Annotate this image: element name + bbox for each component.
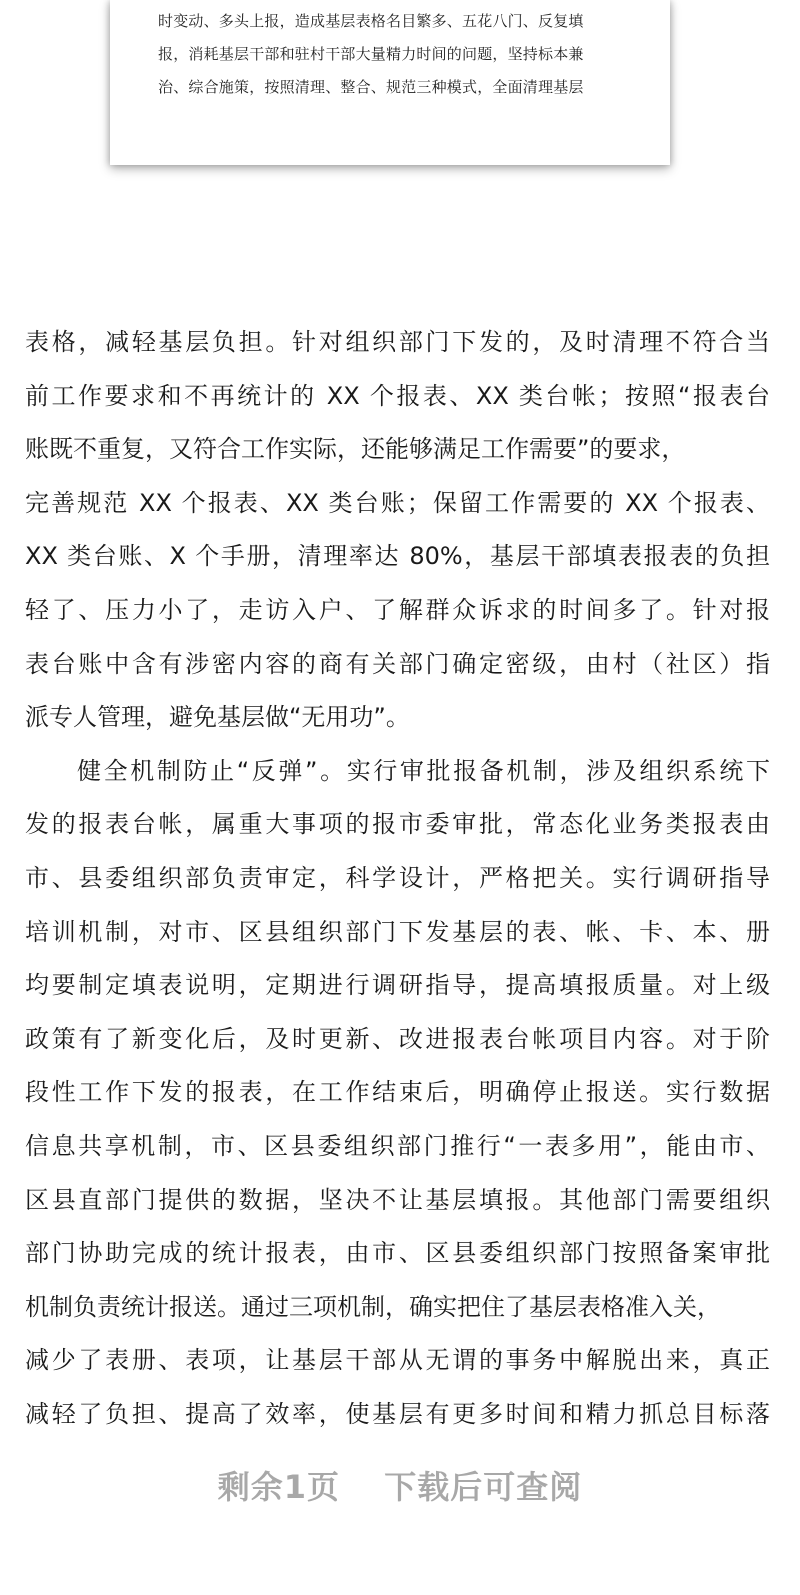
body-line: 减轻了负担、提高了效率，使基层有更多时间和精力抓总目标落 bbox=[25, 1399, 770, 1428]
body-line: 政策有了新变化后，及时更新、改进报表台帐项目内容。对于阶 bbox=[25, 1024, 770, 1053]
body-line: 派专人管理，避免基层做“无用功”。 bbox=[25, 703, 410, 732]
remaining-pages-count: 剩余1页 bbox=[217, 1468, 341, 1506]
body-line: 区县直部门提供的数据，坚决不让基层填报。其他部门需要组织 bbox=[25, 1185, 770, 1214]
previous-page-text bbox=[158, 5, 648, 104]
body-line: 减少了表册、表项，让基层干部从无谓的事务中解脱出来，真正 bbox=[25, 1346, 770, 1375]
body-line: 培训机制，对市、区县组织部门下发基层的表、帐、卡、本、册 bbox=[25, 917, 770, 946]
body-line: 完善规范 XX 个报表、XX 类台账；保留工作需要的 XX 个报表、 bbox=[25, 488, 770, 517]
previous-page-line: 时变动、多头上报，造成基层表格名目繁多、五花八门、反复填 bbox=[158, 12, 584, 30]
body-line: 轻了、压力小了，走访入户、了解群众诉求的时间多了。针对报 bbox=[25, 595, 770, 624]
previous-page-card bbox=[110, 0, 670, 165]
body-line: 表格，减轻基层负担。针对组织部门下发的，及时清理不符合当 bbox=[25, 328, 770, 356]
body-line: 表台账中含有涉密内容的商有关部门确定密级，由村（社区）指 bbox=[25, 649, 770, 678]
body-line: 市、县委组织部负责审定，科学设计，严格把关。实行调研指导 bbox=[25, 863, 770, 892]
body-line: 信息共享机制，市、区县委组织部门推行“一表多用”，能由市、 bbox=[25, 1131, 770, 1160]
body-line: 前工作要求和不再统计的 XX 个报表、XX 类台帐；按照“报表台 bbox=[25, 381, 770, 410]
body-line: 部门协助完成的统计报表，由市、区县委组织部门按照备案审批 bbox=[25, 1239, 770, 1268]
body-line: 段性工作下发的报表，在工作结束后，明确停止报送。实行数据 bbox=[25, 1078, 770, 1107]
body-line: 健全机制防止“反弹”。实行审批报备机制，涉及组织系统下 bbox=[77, 756, 770, 785]
previous-page-line: 报，消耗基层干部和驻村干部大量精力时间的问题，坚持标本兼 bbox=[158, 45, 584, 63]
remaining-pages-banner[interactable] bbox=[0, 1462, 800, 1508]
previous-page-line: 治、综合施策，按照清理、整合、规范三种模式，全面清理基层 bbox=[158, 78, 584, 96]
body-line: XX 类台账、X 个手册，清理率达 80%，基层干部填表报表的负担 bbox=[25, 542, 770, 571]
document-body bbox=[25, 316, 770, 1441]
download-to-view-text: 下载后可查阅 bbox=[384, 1468, 583, 1506]
body-line: 发的报表台帐，属重大事项的报市委审批，常态化业务类报表由 bbox=[25, 810, 770, 839]
body-line: 账既不重复，又符合工作实际，还能够满足工作需要”的要求， bbox=[25, 435, 686, 464]
body-line: 机制负责统计报送。通过三项机制，确实把住了基层表格准入关， bbox=[25, 1292, 721, 1321]
body-line: 均要制定填表说明，定期进行调研指导，提高填报质量。对上级 bbox=[25, 971, 770, 1000]
